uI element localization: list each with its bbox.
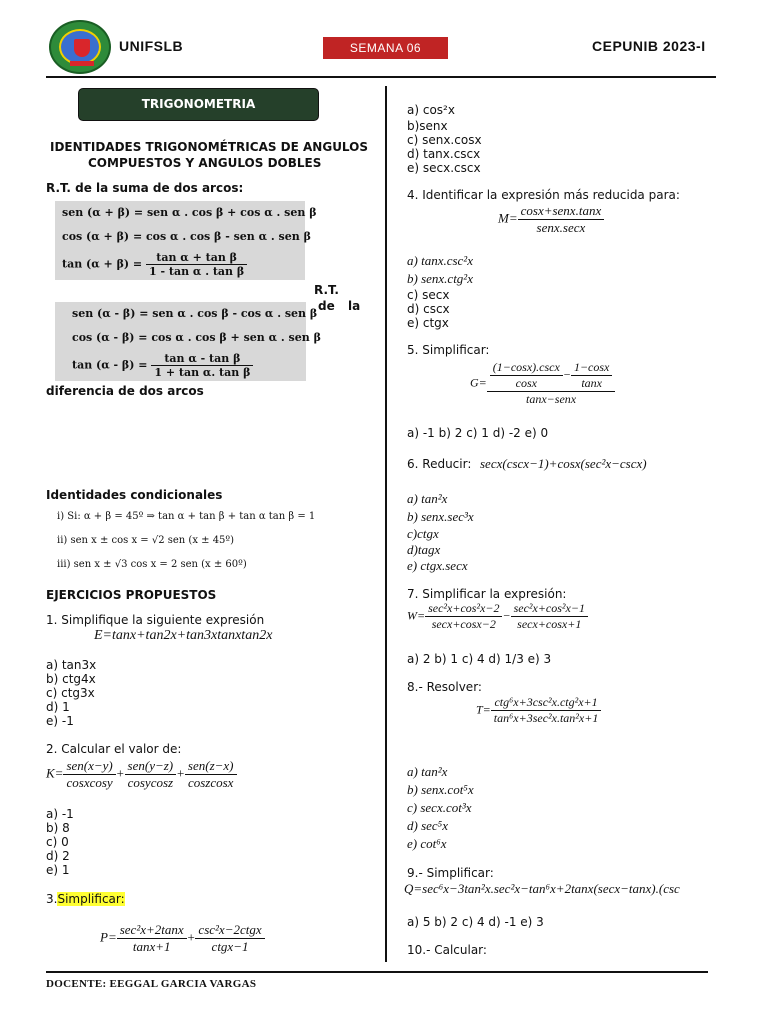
q2-n3: sen(z−x) (185, 758, 237, 775)
q8-opt-e: e) cot⁶x (407, 836, 447, 851)
cond-i: i) Si: α + β = 45º ⇒ tan α + tan β + tan α tan β = 1 (57, 511, 316, 522)
dif-tan-lhs: tan (α - β) = (72, 358, 148, 372)
q4-opt-b: b) senx.ctg²x (407, 271, 473, 286)
q8-opt-d: d) sec⁵x (407, 818, 448, 833)
q2-opt-a: a) -1 (46, 807, 74, 821)
semana-badge: SEMANA 06 (323, 37, 448, 59)
q3-frac2 (195, 922, 264, 955)
q5-a-num: (1−cosx).cscx (490, 360, 563, 376)
suma-tan-fraction (146, 251, 247, 278)
q1-opt-b: b) ctg4x (46, 672, 96, 686)
q7-d1: secx+cosx−2 (431, 617, 496, 631)
q3-opt-b: b)senx (407, 119, 448, 133)
q3-text-highlight: Simplificar: (57, 892, 125, 906)
q8-opt-c: c) secx.cot³x (407, 800, 472, 815)
q4-num: cosx+senx.tanx (518, 203, 605, 220)
q8-opt-b: b) senx.cot⁵x (407, 782, 474, 797)
q2-expr: K= $\frac{\text{sen(x−y)}}{\text{cosxcosy}}$ + $\frac{\text{sen(y−z)}}{\text{cosycosz}}$ + $\frac{\text{sen(z−x)}}{\text{coszcosx}}$ (46, 758, 237, 791)
q6-text: 6. Reducir: (407, 457, 472, 471)
q8-frac (491, 695, 602, 726)
dif-tan-fraction (151, 352, 253, 379)
q8-lhs: T= (476, 702, 491, 717)
q6-opt-c: c)ctgx (407, 526, 439, 541)
q7-d2: secx+cosx+1 (517, 617, 582, 631)
diferencia-formulas (55, 302, 321, 381)
q7-expr: W= $\frac{\text{sec²x+cos²x−2}}{\sec x+\cos x-2}$ − $\frac{\text{sec²x+cos²x−1}}{\sec x+\cos x+1}$ (407, 601, 588, 632)
university-logo (49, 20, 111, 74)
q2-frac3 (185, 758, 237, 791)
q2-opt-d: d) 2 (46, 849, 70, 863)
q6-expr: secx(cscx−1)+cosx(sec²x−cscx) (480, 456, 647, 471)
q3-opt-e: e) secx.cscx (407, 161, 481, 175)
q2-opt-c: c) 0 (46, 835, 69, 849)
suma-title: R.T. de la suma de dos arcos: (46, 181, 244, 195)
q5-denominator: tanx−senx (526, 392, 577, 406)
q6-opt-b: b) senx.sec³x (407, 509, 474, 524)
suma-tan-lhs: tan (α + β) = (62, 257, 143, 271)
q5-frac-b (571, 360, 612, 391)
q5-outer-frac (487, 360, 616, 407)
section-title-box: TRIGONOMETRIA (78, 88, 319, 121)
q1-opt-a: a) tan3x (46, 658, 97, 672)
q8-text: 8.- Resolver: (407, 680, 482, 694)
q3-n2: csc²x−2ctgx (195, 922, 264, 939)
q2-text: 2. Calcular el valor de: (46, 742, 182, 756)
q5-text: 5. Simplificar: (407, 343, 490, 357)
q2-lhs: K= (46, 765, 64, 781)
q4-opt-d: d) cscx (407, 302, 450, 316)
q4-frac (518, 203, 605, 236)
suma-sen: sen (α + β) = sen α . cos β + cos α . sen β (62, 206, 317, 219)
q2-d2: cosycosz (127, 775, 174, 790)
q4-den: senx.secx (536, 220, 586, 235)
q1-text: 1. Simplifique la siguiente expresión (46, 613, 265, 627)
q5-a-den: cosx (515, 376, 537, 390)
q9-text: 9.- Simplificar: (407, 866, 494, 880)
q5-b-num: 1−cosx (571, 360, 612, 376)
ejercicios-title: EJERCICIOS PROPUESTOS (46, 588, 217, 602)
q1-expr: E=tanx+tan2x+tan3xtanxtan2x (94, 628, 273, 643)
rt-label: R.T. (314, 283, 339, 297)
q6-opt-d: d)tagx (407, 542, 441, 557)
institution-name: UNIFSLB (119, 38, 184, 54)
q10-text: 10.- Calcular: (407, 943, 487, 957)
q2-frac2 (125, 758, 177, 791)
docente-footer: DOCENTE: EEGGAL GARCIA VARGAS (46, 978, 257, 990)
q9-expr: Q=sec⁶x−3tan²x.sec²x−tan⁶x+2tanx(secx−tanx).(csc (404, 881, 680, 896)
q7-frac2 (511, 601, 588, 632)
rt-la: la (348, 299, 361, 313)
logo-emblem (59, 29, 101, 65)
q3-opt-c: c) senx.cosx (407, 133, 482, 147)
cond-ii: ii) sen x ± cos x = √2 sen (x ± 45º) (57, 535, 235, 546)
q6-opt-a: a) tan²x (407, 491, 448, 506)
column-divider (385, 86, 387, 962)
cond-iii: iii) sen x ± √3 cos x = 2 sen (x ± 60º) (57, 559, 247, 570)
q3-frac1 (117, 922, 187, 955)
q7-text: 7. Simplificar la expresión: (407, 587, 567, 601)
diferencia-title: diferencia de dos arcos (46, 384, 204, 398)
q7-n1: sec²x+cos²x−2 (425, 601, 502, 617)
q6-opt-e: e) ctgx.secx (407, 558, 468, 573)
q3-opt-d: d) tanx.cscx (407, 147, 481, 161)
q7-frac1 (425, 601, 502, 632)
main-heading-line2: COMPUESTOS Y ANGULOS DOBLES (88, 156, 322, 170)
q2-d3: coszcosx (187, 775, 234, 790)
q1-opt-e: e) -1 (46, 714, 74, 728)
q9-options: a) 5 b) 2 c) 4 d) -1 e) 3 (407, 915, 544, 929)
rt-de: de (318, 299, 335, 313)
suma-tan (62, 251, 247, 278)
dif-sen: sen (α - β) = sen α . cos β - cos α . sen β (72, 307, 318, 320)
q5-numerator: $\frac{(1-\cos x).\csc x}{\cos x}$ − $\frac{1-\cos x}{\tan x}$ (487, 360, 616, 392)
suma-tan-den: 1 - tan α . tan β (148, 265, 245, 278)
q8-den: tan⁶x+3sec²x.tan²x+1 (493, 711, 599, 725)
q5-b-den: tanx (581, 376, 602, 390)
suma-formulas (55, 201, 317, 280)
header-rule (46, 76, 716, 78)
q7-options: a) 2 b) 1 c) 4 d) 1/3 e) 3 (407, 652, 552, 666)
q5-frac-a (490, 360, 563, 391)
q1-opt-d: d) 1 (46, 700, 70, 714)
q3-opt-a: a) cos²x (407, 103, 455, 117)
q4-expr (498, 203, 604, 236)
dif-tan-num: tan α - tan β (151, 352, 253, 366)
logo-band (70, 61, 94, 66)
q3-d2: ctgx−1 (211, 939, 249, 954)
q3-expr: P= $\frac{\text{sec²x+2tanx}}{\tan x+1}$ + $\frac{\text{csc²x−2ctgx}}{\text{ctgx−1}}$ (100, 922, 265, 955)
q5-expr (470, 360, 615, 407)
condicionales-title: Identidades condicionales (46, 488, 223, 502)
q8-opt-a: a) tan²x (407, 764, 448, 779)
q2-d1: cosxcosy (66, 775, 113, 790)
q3-lhs: P= (100, 929, 117, 945)
q2-opt-b: b) 8 (46, 821, 70, 835)
footer-rule (46, 971, 708, 973)
suma-cos: cos (α + β) = cos α . cos β - sen α . sen β (62, 230, 311, 243)
q4-opt-e: e) ctgx (407, 316, 449, 330)
course-code: CEPUNIB 2023-I (592, 38, 706, 54)
q1-opt-c: c) ctg3x (46, 686, 95, 700)
suma-tan-num: tan α + tan β (146, 251, 247, 265)
q7-n2: sec²x+cos²x−1 (511, 601, 588, 617)
q3-label (46, 892, 125, 906)
q8-num: ctg⁶x+3csc²x.ctg²x+1 (491, 695, 602, 711)
q3-d1: tanx+1 (132, 939, 171, 954)
dif-tan-den: 1 + tan α. tan β (154, 366, 251, 379)
q5-options: a) -1 b) 2 c) 1 d) -2 e) 0 (407, 426, 549, 440)
q4-text: 4. Identificar la expresión más reducida para: (407, 188, 680, 202)
q2-frac1 (63, 758, 115, 791)
q4-opt-c: c) secx (407, 288, 450, 302)
q2-n1: sen(x−y) (63, 758, 115, 775)
q2-opt-e: e) 1 (46, 863, 70, 877)
q4-opt-a: a) tanx.csc²x (407, 253, 473, 268)
q5-lhs: G= (470, 375, 487, 390)
q8-expr (476, 695, 601, 726)
q3-n1: sec²x+2tanx (117, 922, 187, 939)
dif-cos: cos (α - β) = cos α . cos β + sen α . sen β (72, 331, 321, 344)
q7-lhs: W= (407, 608, 426, 623)
q3-number: 3. (46, 892, 58, 906)
logo-shield (74, 39, 90, 57)
dif-tan (72, 352, 253, 379)
q2-n2: sen(y−z) (125, 758, 177, 775)
q4-lhs: M= (498, 210, 518, 226)
main-heading-line1: IDENTIDADES TRIGONOMÉTRICAS DE ANGULOS (50, 140, 368, 154)
